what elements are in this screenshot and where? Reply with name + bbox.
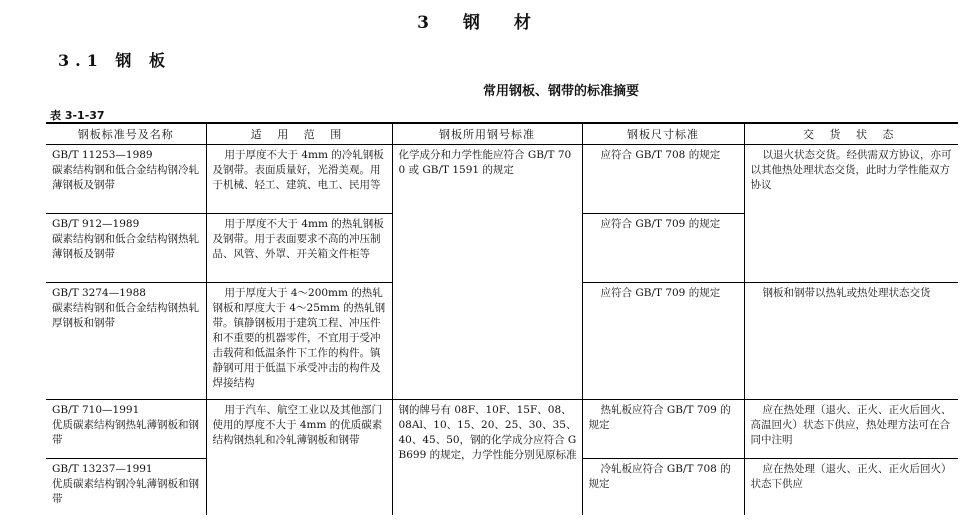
scope-cell: 用于厚度不大于 4mm 的热轧钢板及钢带。用于表面要求不高的冲压制品、风管、外罩、开关箱文件柜等 [206, 214, 392, 283]
standard-cell [46, 283, 206, 400]
standard-name: 碳素结构钢和低合金结构钢热轧薄钢板及钢带 [52, 233, 199, 260]
table-row [46, 400, 958, 459]
delivery-cell: 以退火状态交货。经供需双方协议，亦可以其他热处理状态交货，此时力学性能双方协议 [744, 145, 958, 283]
standard-cell [46, 459, 206, 516]
table-row [46, 145, 958, 214]
header-grade-standard: 钢板所用钢号标准 [392, 123, 582, 145]
standard-name: 优质碳素结构钢冷轧薄钢板和钢带 [52, 478, 199, 505]
size-cell: 应符合 GB/T 709 的规定 [582, 214, 744, 283]
size-cell: 应符合 GB/T 708 的规定 [582, 145, 744, 214]
standard-cell [46, 145, 206, 214]
standard-name: 碳素结构钢和低合金结构钢冷轧薄钢板及钢带 [52, 164, 199, 191]
table-header-row [46, 123, 958, 145]
delivery-cell: 钢板和钢带以热轧或热处理状态交货 [744, 283, 958, 400]
section-title: 3.1 钢 板 [58, 51, 171, 70]
header-delivery: 交 货 状 态 [744, 123, 958, 145]
table-number: 表 3-1-37 [50, 109, 105, 122]
header-size-standard: 钢板尺寸标准 [582, 123, 744, 145]
standard-cell [46, 400, 206, 459]
standard-number: GB/T 11253—1989 [52, 149, 153, 161]
delivery-cell: 应在热处理（退火、正火、正火后回火、高温回火）状态下供应，热处理方法可在合同中注明 [744, 400, 958, 459]
standard-number: GB/T 710—1991 [52, 404, 140, 416]
delivery-cell: 应在热处理（退火、正火、正火后回火）状态下供应 [744, 459, 958, 516]
standards-table [46, 122, 958, 515]
size-cell: 热轧板应符合 GB/T 709 的规定 [582, 400, 744, 459]
standard-cell [46, 214, 206, 283]
standard-name: 优质碳素结构钢热轧薄钢板和钢带 [52, 419, 199, 446]
size-cell: 冷轧板应符合 GB/T 708 的规定 [582, 459, 744, 516]
grade-standard-cell: 钢的牌号有 08F、10F、15F、08、08Al、10、15、20、25、30、35、40、45、50，钢的化学成分应符合 GB699 的规定，力学性能分别见原标准 [392, 400, 582, 516]
scope-cell: 用于汽车、航空工业以及其他部门使用的厚度不大于 4mm 的优质碳素结构钢热轧和冷轧薄钢板和钢带 [206, 400, 392, 516]
header-standard: 钢板标准号及名称 [46, 123, 206, 145]
table-caption: 常用钢板、钢带的标准摘要 [482, 84, 639, 99]
scope-cell: 用于厚度大于 4～200mm 的热轧钢板和厚度大于 4～25mm 的热轧钢带。镇静钢板用于建筑工程、冲压件和不重要的机器零件，不宜用于受冲击载荷和低温条件下工作的构件。镇静钢可用于低温下承受冲击的构件及焊接结构 [206, 283, 392, 400]
standard-number: GB/T 3274—1988 [52, 287, 146, 299]
standard-number: GB/T 912—1989 [52, 218, 140, 230]
header-scope: 适 用 范 围 [206, 123, 392, 145]
chapter-title: 3 钢 材 [417, 13, 545, 33]
size-cell: 应符合 GB/T 709 的规定 [582, 283, 744, 400]
standard-name: 碳素结构钢和低合金结构钢热轧厚钢板和钢带 [52, 302, 199, 329]
grade-standard-cell: 化学成分和力学性能应符合 GB/T 700 或 GB/T 1591 的规定 [392, 145, 582, 400]
standard-number: GB/T 13237—1991 [52, 463, 153, 475]
scope-cell: 用于厚度不大于 4mm 的冷轧钢板及钢带。表面质量好，光滑美观。用于机械、轻工、建筑、电工、民用等 [206, 145, 392, 214]
